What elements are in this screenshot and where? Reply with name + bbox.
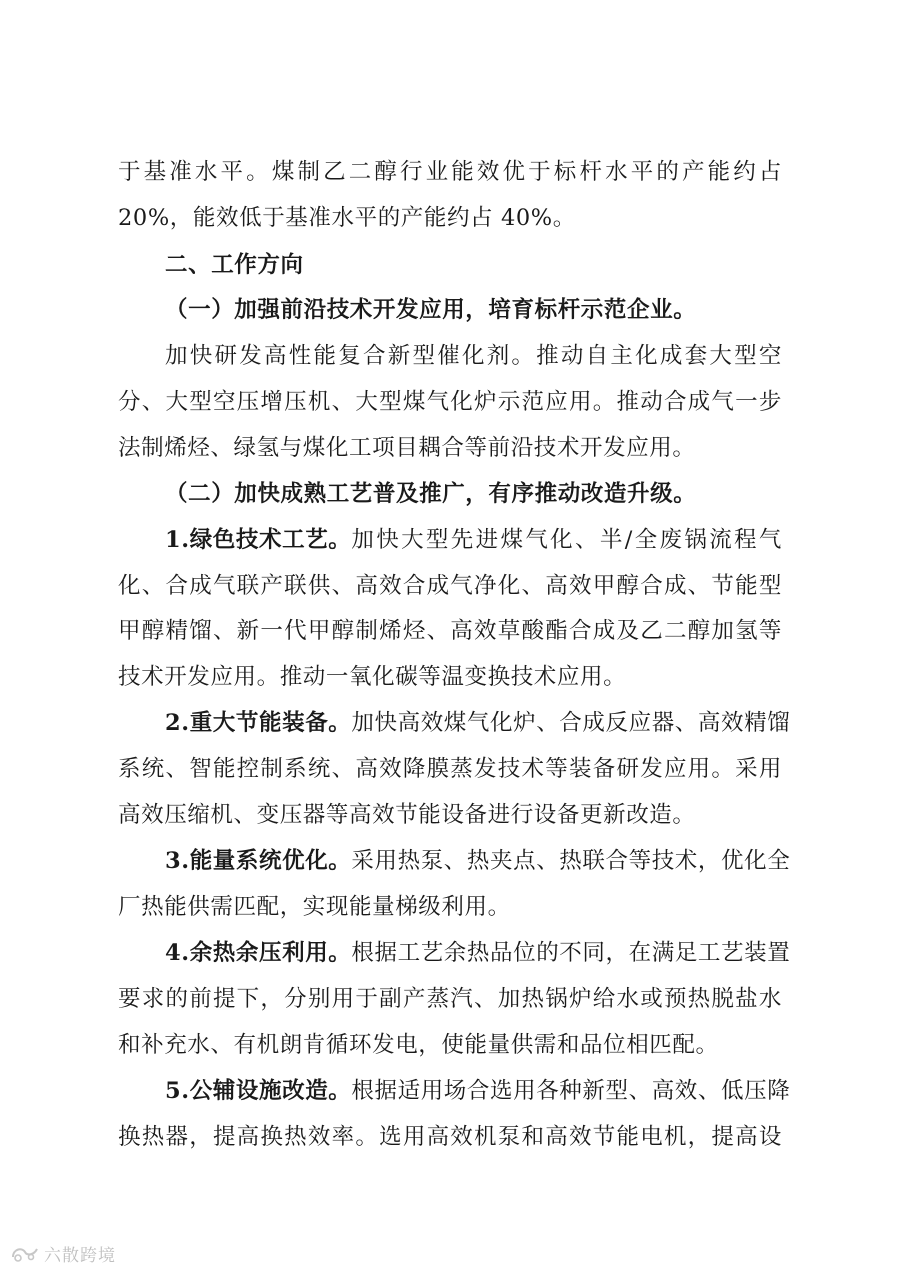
paragraph-line: 加快研发高性能复合新型催化剂。推动自主化成套大型空 — [165, 343, 782, 369]
paragraph-line: 于基准水平。煤制乙二醇行业能效优于标杆水平的产能约占 — [118, 159, 782, 185]
paragraph-line: 高效压缩机、变压器等高效节能设备进行设备更新改造。 — [118, 802, 696, 828]
list-item-first-line — [165, 1076, 791, 1106]
paragraph-line: 换热器，提高换热效率。选用高效机泵和高效节能电机，提高设 — [118, 1124, 782, 1150]
section-heading: 二、工作方向 — [165, 252, 304, 278]
paragraph-line: 法制烯烃、绿氢与煤化工项目耦合等前沿技术开发应用。 — [118, 435, 696, 461]
subsection-heading: （二）加快成熟工艺普及推广，有序推动改造升级。 — [165, 481, 697, 507]
list-item-first-line — [165, 938, 791, 968]
list-item-title: 1.绿色技术工艺。 — [165, 527, 352, 553]
paragraph-line: 要求的前提下，分别用于副产蒸汽、加热锅炉给水或预热脱盐水 — [118, 986, 782, 1012]
list-item-first-line — [165, 846, 791, 876]
watermark — [10, 1240, 116, 1266]
subsection-heading: （一）加强前沿技术开发应用，培育标杆示范企业。 — [165, 297, 697, 323]
list-item-title: 5.公辅设施改造。 — [165, 1078, 352, 1104]
watermark-text: 六散跨境 — [44, 1245, 116, 1266]
paragraph-line: 根据工艺余热品位的不同，在满足工艺装置 — [351, 940, 791, 966]
paragraph-line: 采用热泵、热夹点、热联合等技术，优化全 — [351, 848, 791, 874]
paragraph-line: 厂热能供需匹配，实现能量梯级利用。 — [118, 894, 511, 920]
list-item-title: 2.重大节能装备。 — [165, 710, 352, 736]
paragraph-line: 根据适用场合选用各种新型、高效、低压降 — [351, 1078, 791, 1104]
list-item-first-line — [165, 525, 782, 555]
paragraph-line: 加快高效煤气化炉、合成反应器、高效精馏 — [351, 710, 791, 736]
paragraph-line: 技术开发应用。推动一氧化碳等温变换技术应用。 — [118, 664, 627, 690]
paragraph-line: 系统、智能控制系统、高效降膜蒸发技术等装备研发应用。采用 — [118, 756, 782, 782]
paragraph-line: 20%，能效低于基准水平的产能约占 40%。 — [118, 205, 576, 231]
watermark-logo-icon — [10, 1243, 40, 1263]
paragraph-line: 加快大型先进煤气化、半/全废锅流程气 — [351, 527, 782, 553]
paragraph-line: 甲醇精馏、新一代甲醇制烯烃、高效草酸酯合成及乙二醇加氢等 — [118, 618, 782, 644]
paragraph-line: 和补充水、有机朗肯循环发电，使能量供需和品位相匹配。 — [118, 1032, 719, 1058]
paragraph-line: 化、合成气联产联供、高效合成气净化、高效甲醇合成、节能型 — [118, 573, 782, 599]
list-item-first-line — [165, 708, 791, 738]
list-item-title: 4.余热余压利用。 — [165, 940, 352, 966]
paragraph-line: 分、大型空压增压机、大型煤气化炉示范应用。推动合成气一步 — [118, 389, 782, 415]
list-item-title: 3.能量系统优化。 — [165, 848, 352, 874]
